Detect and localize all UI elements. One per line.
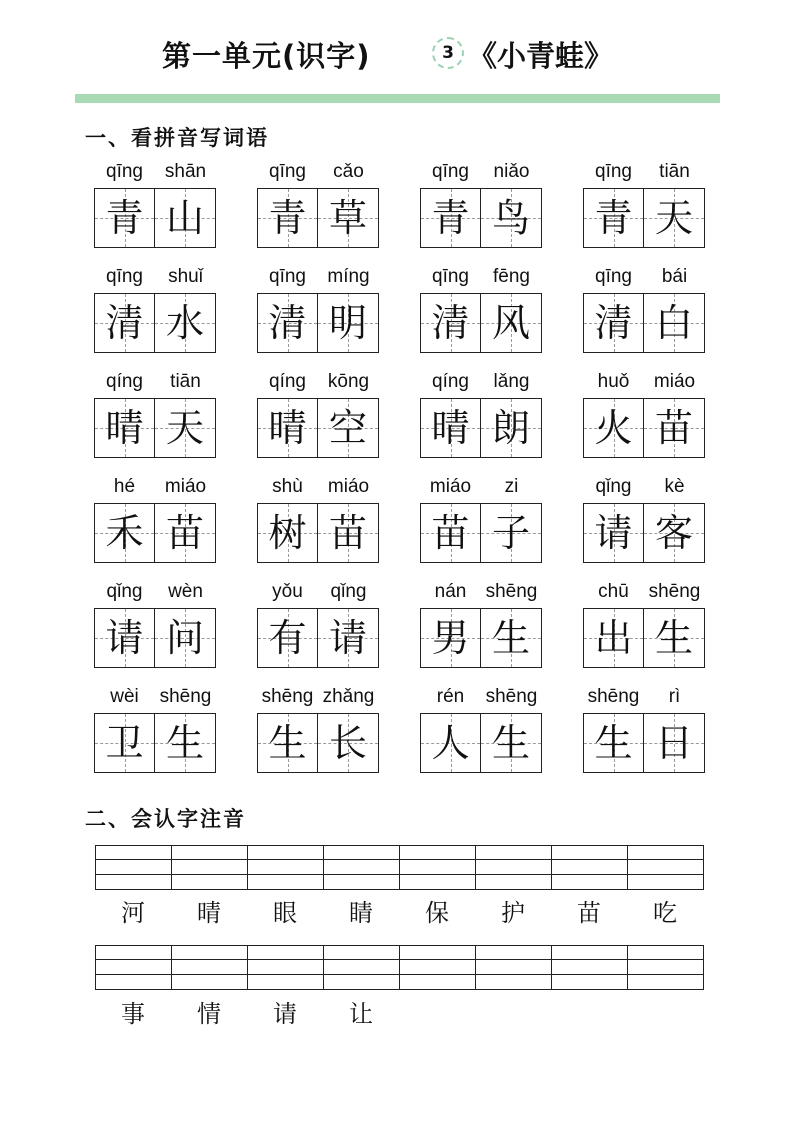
pinyin-syllable: qīng (106, 161, 143, 182)
pinyin-syllable: qīng (432, 266, 469, 287)
word-item (583, 265, 705, 359)
word-item (420, 160, 542, 254)
word-item (94, 265, 216, 359)
pinyin-row (94, 475, 216, 501)
tianzige-cell[interactable] (421, 189, 481, 247)
tianzige-cell[interactable] (258, 504, 318, 562)
hanzi-character: 苗 (431, 511, 470, 555)
tianzige-box (420, 293, 542, 353)
pinyin-syllable: miáo (429, 476, 472, 497)
hanzi-character: 有 (268, 616, 307, 660)
pinyin-row (94, 580, 216, 606)
pinyin-syllable: shēng (587, 686, 640, 707)
hanzi-character: 风 (491, 301, 530, 345)
tianzige-cell[interactable] (481, 189, 541, 247)
recognition-character: 河 (121, 899, 145, 927)
pinyin-syllable: kè (664, 476, 685, 497)
tianzige-box (420, 398, 542, 458)
pinyin-syllable: zi (504, 476, 519, 497)
tianzige-box (257, 608, 379, 668)
hanzi-character: 请 (328, 616, 367, 660)
pinyin-row (257, 475, 379, 501)
word-item (583, 685, 705, 779)
hanzi-character: 人 (431, 721, 470, 765)
word-item (257, 265, 379, 359)
hanzi-character: 青 (431, 196, 470, 240)
hanzi-character: 生 (594, 721, 633, 765)
hanzi-character: 生 (491, 616, 530, 660)
tianzige-cell[interactable] (318, 714, 378, 772)
hanzi-character: 清 (594, 301, 633, 345)
pinyin-row (420, 475, 542, 501)
word-item (420, 370, 542, 464)
recognition-character: 护 (501, 899, 525, 927)
hanzi-character: 卫 (105, 721, 144, 765)
pinyin-row (257, 160, 379, 186)
pinyin-syllable: nán (434, 581, 467, 602)
pinyin-writing-row-2[interactable] (95, 945, 704, 990)
tianzige-box (420, 608, 542, 668)
tianzige-cell[interactable] (155, 714, 215, 772)
pinyin-row (94, 685, 216, 711)
recognition-character: 请 (273, 1000, 297, 1028)
pinyin-row (583, 265, 705, 291)
word-item (257, 475, 379, 569)
tianzige-cell[interactable] (584, 714, 644, 772)
tianzige-cell[interactable] (95, 504, 155, 562)
pinyin-syllable: lǎng (493, 371, 530, 392)
pinyin-writing-cell[interactable] (551, 845, 628, 890)
pinyin-syllable: bái (661, 266, 688, 287)
section-title-pinyin-words: 一、看拼音写词语 (85, 125, 269, 150)
word-item (257, 160, 379, 254)
tianzige-cell[interactable] (95, 189, 155, 247)
pinyin-syllable: qíng (432, 371, 469, 392)
unit-title: 第一单元(识字) (162, 39, 371, 73)
pinyin-row (94, 265, 216, 291)
recognition-character: 事 (121, 1000, 145, 1028)
pinyin-syllable: yǒu (272, 581, 303, 602)
hanzi-character: 生 (268, 721, 307, 765)
tianzige-cell[interactable] (95, 399, 155, 457)
tianzige-box (583, 293, 705, 353)
word-item (94, 475, 216, 569)
tianzige-cell[interactable] (318, 189, 378, 247)
tianzige-cell[interactable] (481, 399, 541, 457)
pinyin-row (583, 370, 705, 396)
pinyin-syllable: qīng (595, 266, 632, 287)
tianzige-box (257, 503, 379, 563)
recognition-character: 情 (197, 1000, 221, 1028)
pinyin-syllable: wèi (110, 686, 139, 707)
word-item (420, 685, 542, 779)
recognition-character: 晴 (197, 899, 221, 927)
pinyin-syllable: shān (164, 161, 207, 182)
tianzige-cell[interactable] (95, 294, 155, 352)
tianzige-cell[interactable] (481, 294, 541, 352)
writing-guide-line (95, 974, 704, 975)
pinyin-syllable: qǐng (330, 581, 367, 602)
tianzige-box (257, 188, 379, 248)
pinyin-syllable: miáo (164, 476, 207, 497)
pinyin-writing-row-1[interactable] (95, 845, 704, 890)
pinyin-row (583, 475, 705, 501)
tianzige-box (94, 398, 216, 458)
recognition-character: 让 (349, 1000, 373, 1028)
word-item (94, 580, 216, 674)
hanzi-character: 朗 (491, 406, 530, 450)
pinyin-syllable: shēng (648, 581, 701, 602)
tianzige-box (257, 398, 379, 458)
pinyin-syllable: huǒ (597, 371, 630, 392)
tianzige-cell[interactable] (155, 399, 215, 457)
hanzi-character: 请 (105, 616, 144, 660)
pinyin-syllable: qíng (269, 371, 306, 392)
pinyin-syllable: cǎo (333, 161, 364, 182)
header-divider (75, 94, 720, 103)
word-item (583, 475, 705, 569)
pinyin-syllable: qīng (432, 161, 469, 182)
tianzige-cell[interactable] (155, 504, 215, 562)
pinyin-row (420, 370, 542, 396)
hanzi-character: 日 (654, 721, 693, 765)
lesson-number-badge: 3 (432, 37, 464, 69)
hanzi-character: 苗 (654, 406, 693, 450)
pinyin-row (257, 580, 379, 606)
tianzige-cell[interactable] (95, 609, 155, 667)
hanzi-character: 鸟 (491, 196, 530, 240)
hanzi-character: 火 (594, 406, 633, 450)
character-row-2 (95, 996, 704, 1032)
pinyin-row (420, 685, 542, 711)
section-title-character-pinyin: 二、会认字注音 (85, 806, 246, 831)
pinyin-writing-cell[interactable] (551, 945, 628, 990)
pinyin-syllable: shēng (159, 686, 212, 707)
pinyin-syllable: qīng (269, 161, 306, 182)
hanzi-character: 男 (431, 616, 470, 660)
tianzige-box (94, 293, 216, 353)
pinyin-syllable: qīng (595, 161, 632, 182)
hanzi-character: 青 (594, 196, 633, 240)
pinyin-syllable: miáo (653, 371, 696, 392)
character-row-1 (95, 895, 704, 931)
hanzi-character: 苗 (328, 511, 367, 555)
hanzi-character: 生 (165, 721, 204, 765)
pinyin-writing-cell[interactable] (95, 845, 172, 890)
pinyin-syllable: niǎo (493, 161, 530, 182)
pinyin-row (583, 160, 705, 186)
pinyin-syllable: wèn (168, 581, 203, 602)
recognition-character: 吃 (653, 899, 677, 927)
hanzi-character: 出 (594, 616, 633, 660)
hanzi-character: 问 (165, 616, 204, 660)
tianzige-box (94, 608, 216, 668)
pinyin-writing-cell[interactable] (247, 945, 324, 990)
tianzige-cell[interactable] (155, 609, 215, 667)
pinyin-writing-cell[interactable] (627, 845, 704, 890)
pinyin-row (94, 370, 216, 396)
tianzige-cell[interactable] (155, 189, 215, 247)
word-grid (94, 160, 714, 780)
tianzige-box (420, 713, 542, 773)
hanzi-character: 明 (328, 301, 367, 345)
hanzi-character: 清 (105, 301, 144, 345)
hanzi-character: 禾 (105, 511, 144, 555)
word-item (420, 475, 542, 569)
pinyin-syllable: qīng (269, 266, 306, 287)
hanzi-character: 清 (268, 301, 307, 345)
tianzige-cell[interactable] (481, 609, 541, 667)
pinyin-writing-cell[interactable] (323, 945, 400, 990)
tianzige-box (583, 713, 705, 773)
pinyin-row (94, 160, 216, 186)
tianzige-cell[interactable] (584, 294, 644, 352)
hanzi-character: 水 (165, 301, 204, 345)
pinyin-row (420, 580, 542, 606)
pinyin-syllable: hé (113, 476, 136, 497)
tianzige-box (583, 608, 705, 668)
word-item (583, 580, 705, 674)
hanzi-character: 晴 (105, 406, 144, 450)
pinyin-syllable: zhǎng (322, 686, 375, 707)
pinyin-writing-cell[interactable] (399, 845, 476, 890)
word-item (420, 580, 542, 674)
pinyin-syllable: qīng (106, 266, 143, 287)
tianzige-cell[interactable] (258, 714, 318, 772)
pinyin-writing-cell[interactable] (171, 845, 248, 890)
tianzige-cell[interactable] (421, 399, 481, 457)
tianzige-cell[interactable] (644, 294, 704, 352)
tianzige-box (94, 188, 216, 248)
pinyin-syllable: tiān (659, 161, 690, 182)
pinyin-syllable: rì (668, 686, 681, 707)
tianzige-cell[interactable] (584, 399, 644, 457)
tianzige-box (257, 713, 379, 773)
pinyin-row (257, 685, 379, 711)
pinyin-row (420, 265, 542, 291)
pinyin-syllable: kōng (327, 371, 370, 392)
hanzi-character: 空 (328, 406, 367, 450)
tianzige-cell[interactable] (318, 609, 378, 667)
tianzige-cell[interactable] (318, 504, 378, 562)
word-item (420, 265, 542, 359)
tianzige-box (420, 503, 542, 563)
hanzi-character: 清 (431, 301, 470, 345)
pinyin-row (583, 580, 705, 606)
tianzige-cell[interactable] (421, 609, 481, 667)
lesson-title: 《小青蛙》 (468, 39, 614, 73)
pinyin-row (420, 160, 542, 186)
pinyin-syllable: qǐng (106, 581, 143, 602)
pinyin-syllable: shēng (261, 686, 314, 707)
word-item (583, 370, 705, 464)
pinyin-writing-cell[interactable] (323, 845, 400, 890)
tianzige-box (583, 398, 705, 458)
pinyin-syllable: tiān (170, 371, 201, 392)
tianzige-cell[interactable] (318, 294, 378, 352)
writing-guide-line (95, 874, 704, 875)
tianzige-cell[interactable] (481, 714, 541, 772)
pinyin-writing-cell[interactable] (95, 945, 172, 990)
pinyin-syllable: miáo (327, 476, 370, 497)
pinyin-row (257, 265, 379, 291)
hanzi-character: 晴 (268, 406, 307, 450)
pinyin-writing-cell[interactable] (399, 945, 476, 990)
recognition-character: 苗 (577, 899, 601, 927)
hanzi-character: 青 (105, 196, 144, 240)
hanzi-character: 树 (268, 511, 307, 555)
pinyin-syllable: chū (598, 581, 629, 602)
word-item (257, 370, 379, 464)
tianzige-cell[interactable] (644, 189, 704, 247)
tianzige-box (583, 188, 705, 248)
tianzige-cell[interactable] (644, 714, 704, 772)
tianzige-box (420, 188, 542, 248)
writing-guide-line (95, 959, 704, 960)
hanzi-character: 青 (268, 196, 307, 240)
pinyin-syllable: shuǐ (168, 266, 203, 287)
tianzige-cell[interactable] (421, 294, 481, 352)
hanzi-character: 客 (654, 511, 693, 555)
hanzi-character: 苗 (165, 511, 204, 555)
hanzi-character: 草 (328, 196, 367, 240)
tianzige-cell[interactable] (155, 294, 215, 352)
tianzige-cell[interactable] (258, 189, 318, 247)
hanzi-character: 晴 (431, 406, 470, 450)
pinyin-row (257, 370, 379, 396)
pinyin-syllable: shēng (485, 581, 538, 602)
tianzige-cell[interactable] (481, 504, 541, 562)
tianzige-cell[interactable] (258, 609, 318, 667)
tianzige-cell[interactable] (258, 399, 318, 457)
tianzige-cell[interactable] (584, 504, 644, 562)
pinyin-syllable: qíng (106, 371, 143, 392)
hanzi-character: 生 (654, 616, 693, 660)
tianzige-cell[interactable] (421, 714, 481, 772)
hanzi-character: 子 (491, 511, 530, 555)
page-header (0, 24, 800, 80)
tianzige-box (94, 503, 216, 563)
pinyin-syllable: shēng (485, 686, 538, 707)
hanzi-character: 长 (328, 721, 367, 765)
recognition-character: 眼 (273, 899, 297, 927)
word-item (257, 580, 379, 674)
hanzi-character: 天 (165, 406, 204, 450)
tianzige-box (583, 503, 705, 563)
tianzige-box (94, 713, 216, 773)
tianzige-cell[interactable] (421, 504, 481, 562)
pinyin-syllable: míng (327, 266, 370, 287)
word-item (257, 685, 379, 779)
pinyin-syllable: fēng (493, 266, 530, 287)
word-item (94, 370, 216, 464)
pinyin-syllable: rén (436, 686, 465, 707)
hanzi-character: 生 (491, 721, 530, 765)
word-item (94, 160, 216, 254)
hanzi-character: 白 (654, 301, 693, 345)
tianzige-cell[interactable] (644, 609, 704, 667)
pinyin-writing-cell[interactable] (475, 945, 552, 990)
hanzi-character: 天 (654, 196, 693, 240)
pinyin-writing-cell[interactable] (627, 945, 704, 990)
tianzige-cell[interactable] (318, 399, 378, 457)
recognition-character: 保 (425, 899, 449, 927)
tianzige-box (257, 293, 379, 353)
tianzige-cell[interactable] (584, 189, 644, 247)
pinyin-syllable: shù (272, 476, 303, 497)
pinyin-writing-cell[interactable] (475, 845, 552, 890)
word-item (583, 160, 705, 254)
pinyin-writing-cell[interactable] (171, 945, 248, 990)
tianzige-cell[interactable] (258, 294, 318, 352)
recognition-character: 睛 (349, 899, 373, 927)
tianzige-cell[interactable] (584, 609, 644, 667)
pinyin-syllable: qǐng (595, 476, 632, 497)
hanzi-character: 请 (594, 511, 633, 555)
tianzige-cell[interactable] (95, 714, 155, 772)
word-item (94, 685, 216, 779)
writing-guide-line (95, 859, 704, 860)
pinyin-writing-cell[interactable] (247, 845, 324, 890)
tianzige-cell[interactable] (644, 399, 704, 457)
tianzige-cell[interactable] (644, 504, 704, 562)
pinyin-row (583, 685, 705, 711)
hanzi-character: 山 (165, 196, 204, 240)
